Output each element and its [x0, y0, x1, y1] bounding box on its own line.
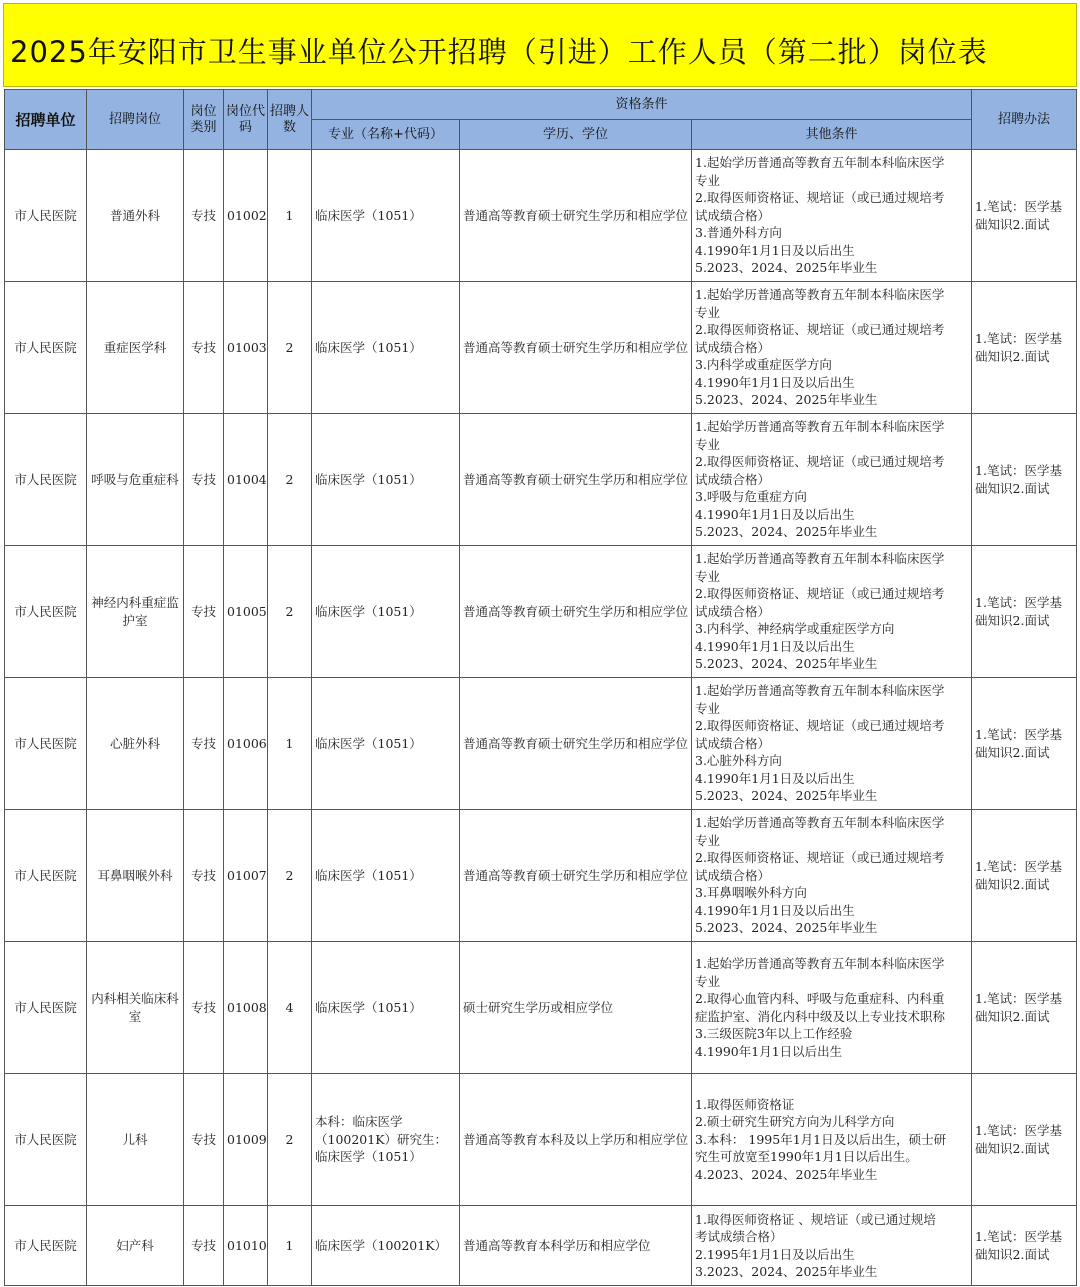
- header-post-type: 岗位类别: [184, 90, 224, 150]
- table-row: [5, 942, 1077, 1074]
- cell-post-type: 专技: [184, 546, 224, 678]
- table-row: [5, 678, 1077, 810]
- cell-unit: 市人民医院: [5, 810, 87, 942]
- condition-line: 4.1990年1月1日及以后出生: [695, 902, 855, 918]
- cell-post: 内科相关临床科室: [87, 942, 184, 1074]
- condition-line: 2.取得医师资格证、规培证（或已通过规培考: [695, 322, 945, 338]
- condition-line: 1.起始学历普通高等教育五年制本科临床医学: [695, 551, 945, 567]
- cell-unit: 市人民医院: [5, 1206, 87, 1286]
- cell-education: 普通高等教育硕士研究生学历和相应学位: [460, 150, 692, 282]
- cell-education: 普通高等教育硕士研究生学历和相应学位: [460, 678, 692, 810]
- cell-unit: 市人民医院: [5, 1074, 87, 1206]
- cell-method: 1.笔试：医学基础知识2.面试: [972, 150, 1077, 282]
- cell-major: 临床医学（100201K）: [312, 1206, 460, 1286]
- condition-line: 3.耳鼻咽喉外科方向: [695, 885, 807, 901]
- condition-line: 专业: [695, 304, 721, 320]
- cell-method: 1.笔试：医学基础知识2.面试: [972, 678, 1077, 810]
- condition-line: 3.呼吸与危重症方向: [695, 489, 807, 505]
- cell-method: 1.笔试：医学基础知识2.面试: [972, 1074, 1077, 1206]
- condition-line: 试成绩合格）: [695, 339, 771, 355]
- condition-line: 2.取得医师资格证、规培证（或已通过规培考: [695, 454, 945, 470]
- condition-line: 试成绩合格）: [695, 603, 771, 619]
- condition-line: 1.起始学历普通高等教育五年制本科临床医学: [695, 155, 945, 171]
- cell-other-conditions: [692, 282, 972, 414]
- header-count: 招聘人数: [268, 90, 312, 150]
- cell-unit: 市人民医院: [5, 546, 87, 678]
- cell-count: 1: [268, 150, 312, 282]
- condition-line: 3.三级医院3年以上工作经验: [695, 1026, 853, 1041]
- table-row: [5, 1206, 1077, 1286]
- condition-line: 专业: [695, 700, 721, 716]
- condition-line: 5.2023、2024、2025年毕业生: [695, 920, 878, 936]
- condition-line: 专业: [695, 568, 721, 584]
- condition-line: 5.2023、2024、2025年毕业生: [695, 392, 878, 408]
- cell-count: 2: [268, 546, 312, 678]
- cell-major: 临床医学（1051）: [312, 942, 460, 1074]
- cell-post-type: 专技: [184, 414, 224, 546]
- cell-other-conditions: [692, 150, 972, 282]
- condition-line: 4.1990年1月1日以后出生: [695, 1043, 843, 1059]
- cell-post-type: 专技: [184, 150, 224, 282]
- condition-line: 4.1990年1月1日及以后出生: [695, 638, 855, 654]
- table-row: [5, 414, 1077, 546]
- condition-line: 3.普通外科方向: [695, 225, 782, 241]
- condition-line: 4.1990年1月1日及以后出生: [695, 242, 855, 258]
- condition-line: 4.1990年1月1日及以后出生: [695, 374, 855, 390]
- condition-line: 5.2023、2024、2025年毕业生: [695, 656, 878, 672]
- cell-post: 重症医学科: [87, 282, 184, 414]
- condition-line: 3.内科学或重症医学方向: [695, 357, 832, 373]
- cell-post-code: 01010: [224, 1206, 268, 1286]
- cell-count: 2: [268, 810, 312, 942]
- condition-line: 1.起始学历普通高等教育五年制本科临床医学: [695, 419, 945, 435]
- cell-count: 1: [268, 678, 312, 810]
- cell-method: 1.笔试：医学基础知识2.面试: [972, 414, 1077, 546]
- header-major: 专业（名称+代码）: [312, 120, 460, 150]
- cell-post-code: 01008: [224, 942, 268, 1074]
- table-row: [5, 282, 1077, 414]
- cell-method: 1.笔试：医学基础知识2.面试: [972, 546, 1077, 678]
- condition-line: 1.起始学历普通高等教育五年制本科临床医学: [695, 287, 945, 303]
- cell-unit: 市人民医院: [5, 678, 87, 810]
- cell-unit: 市人民医院: [5, 150, 87, 282]
- condition-line: 4.1990年1月1日及以后出生: [695, 506, 855, 522]
- cell-major: 临床医学（1051）: [312, 678, 460, 810]
- condition-line: 3.内科学、神经病学或重症医学方向: [695, 621, 895, 637]
- condition-line: 2.取得医师资格证、规培证（或已通过规培考: [695, 850, 945, 866]
- condition-line: 专业: [695, 973, 721, 989]
- cell-post-type: 专技: [184, 942, 224, 1074]
- cell-post-type: 专技: [184, 282, 224, 414]
- cell-other-conditions: [692, 942, 972, 1074]
- cell-education: 普通高等教育本科及以上学历和相应学位: [460, 1074, 692, 1206]
- cell-post: 心脏外科: [87, 678, 184, 810]
- cell-count: 2: [268, 414, 312, 546]
- cell-method: 1.笔试：医学基础知识2.面试: [972, 1206, 1077, 1286]
- condition-line: 2.硕士研究生研究方向为儿科学方向: [695, 1114, 895, 1130]
- condition-line: 1.取得医师资格证: [695, 1096, 795, 1112]
- header-education: 学历、学位: [460, 120, 692, 150]
- condition-line: 1.起始学历普通高等教育五年制本科临床医学: [695, 956, 945, 971]
- cell-major: 临床医学（1051）: [312, 150, 460, 282]
- condition-line: 专业: [695, 172, 721, 188]
- header-post-code: 岗位代码: [224, 90, 268, 150]
- condition-line: 专业: [695, 436, 721, 452]
- cell-post-type: 专技: [184, 1074, 224, 1206]
- condition-line: 4.2023、2024、2025年毕业生: [695, 1166, 878, 1182]
- cell-method: 1.笔试：医学基础知识2.面试: [972, 282, 1077, 414]
- condition-line: 1.取得医师资格证 、规培证（或已通过规培: [695, 1211, 936, 1227]
- cell-other-conditions: [692, 414, 972, 546]
- condition-line: 5.2023、2024、2025年毕业生: [695, 788, 878, 804]
- cell-post: 耳鼻咽喉外科: [87, 810, 184, 942]
- cell-post-code: 01004: [224, 414, 268, 546]
- cell-education: 硕士研究生学历或相应学位: [460, 942, 692, 1074]
- cell-post-code: 01003: [224, 282, 268, 414]
- condition-line: 1.起始学历普通高等教育五年制本科临床医学: [695, 683, 945, 699]
- condition-line: 试成绩合格）: [695, 207, 771, 223]
- header-other: 其他条件: [692, 120, 972, 150]
- cell-count: 2: [268, 1074, 312, 1206]
- cell-method: 1.笔试：医学基础知识2.面试: [972, 942, 1077, 1074]
- condition-line: 专业: [695, 832, 721, 848]
- cell-education: 普通高等教育硕士研究生学历和相应学位: [460, 546, 692, 678]
- header-unit: 招聘单位: [5, 90, 87, 150]
- condition-line: 1.起始学历普通高等教育五年制本科临床医学: [695, 815, 945, 831]
- condition-line: 2.取得医师资格证、规培证（或已通过规培考: [695, 718, 945, 734]
- cell-count: 4: [268, 942, 312, 1074]
- cell-post-code: 01006: [224, 678, 268, 810]
- cell-education: 普通高等教育硕士研究生学历和相应学位: [460, 282, 692, 414]
- header-qualifications: 资格条件: [312, 90, 972, 120]
- cell-post-code: 01009: [224, 1074, 268, 1206]
- cell-post-type: 专技: [184, 810, 224, 942]
- cell-other-conditions: [692, 1206, 972, 1286]
- condition-line: 2.取得心血管内科、呼吸与危重症科、内科重: [695, 991, 945, 1006]
- positions-table: [4, 89, 1077, 1286]
- cell-unit: 市人民医院: [5, 942, 87, 1074]
- page-title: 2025年安阳市卫生事业单位公开招聘（引进）工作人员（第二批）岗位表: [10, 35, 988, 69]
- cell-post: 妇产科: [87, 1206, 184, 1286]
- cell-post-code: 01007: [224, 810, 268, 942]
- cell-major: 临床医学（1051）: [312, 810, 460, 942]
- cell-other-conditions: [692, 810, 972, 942]
- condition-line: 2.取得医师资格证、规培证（或已通过规培考: [695, 586, 945, 602]
- condition-line: 3.心脏外科方向: [695, 753, 782, 769]
- cell-count: 2: [268, 282, 312, 414]
- cell-major: 临床医学（1051）: [312, 414, 460, 546]
- table-row: [5, 546, 1077, 678]
- cell-education: 普通高等教育硕士研究生学历和相应学位: [460, 810, 692, 942]
- cell-major: 本科：临床医学（100201K）研究生：临床医学（1051）: [312, 1074, 460, 1206]
- cell-post-type: 专技: [184, 678, 224, 810]
- cell-education: 普通高等教育硕士研究生学历和相应学位: [460, 414, 692, 546]
- condition-line: 3.2023、2024、2025年毕业生: [695, 1264, 878, 1279]
- condition-line: 究生可放宽至1990年1月1日以后出生。: [695, 1149, 918, 1165]
- cell-count: 1: [268, 1206, 312, 1286]
- condition-line: 2.取得医师资格证、规培证（或已通过规培考: [695, 190, 945, 206]
- table-row: [5, 810, 1077, 942]
- cell-major: 临床医学（1051）: [312, 282, 460, 414]
- cell-other-conditions: [692, 1074, 972, 1206]
- cell-method: 1.笔试：医学基础知识2.面试: [972, 810, 1077, 942]
- condition-line: 5.2023、2024、2025年毕业生: [695, 260, 878, 276]
- cell-post-code: 01005: [224, 546, 268, 678]
- cell-post-code: 01002: [224, 150, 268, 282]
- condition-line: 3.本科： 1995年1月1日及以后出生，硕士研: [695, 1131, 947, 1147]
- condition-line: 试成绩合格）: [695, 471, 771, 487]
- title-banner: [3, 3, 1077, 87]
- table-row: [5, 150, 1077, 282]
- header-method: 招聘办法: [972, 90, 1077, 150]
- condition-line: 考试成绩合格）: [695, 1229, 783, 1244]
- cell-post: 呼吸与危重症科: [87, 414, 184, 546]
- cell-education: 普通高等教育本科学历和相应学位: [460, 1206, 692, 1286]
- header-post: 招聘岗位: [87, 90, 184, 150]
- cell-other-conditions: [692, 546, 972, 678]
- condition-line: 4.1990年1月1日及以后出生: [695, 770, 855, 786]
- cell-post: 儿科: [87, 1074, 184, 1206]
- cell-other-conditions: [692, 678, 972, 810]
- cell-unit: 市人民医院: [5, 282, 87, 414]
- table-body: [5, 150, 1077, 1286]
- cell-unit: 市人民医院: [5, 414, 87, 546]
- condition-line: 5.2023、2024、2025年毕业生: [695, 524, 878, 540]
- cell-major: 临床医学（1051）: [312, 546, 460, 678]
- condition-line: 试成绩合格）: [695, 867, 771, 883]
- cell-post: 普通外科: [87, 150, 184, 282]
- condition-line: 2.1995年1月1日及以后出生: [695, 1246, 855, 1262]
- table-row: [5, 1074, 1077, 1206]
- condition-line: 症监护室、消化内科中级及以上专业技术职称: [695, 1008, 946, 1024]
- cell-post-type: 专技: [184, 1206, 224, 1286]
- cell-post: 神经内科重症监护室: [87, 546, 184, 678]
- condition-line: 试成绩合格）: [695, 735, 771, 751]
